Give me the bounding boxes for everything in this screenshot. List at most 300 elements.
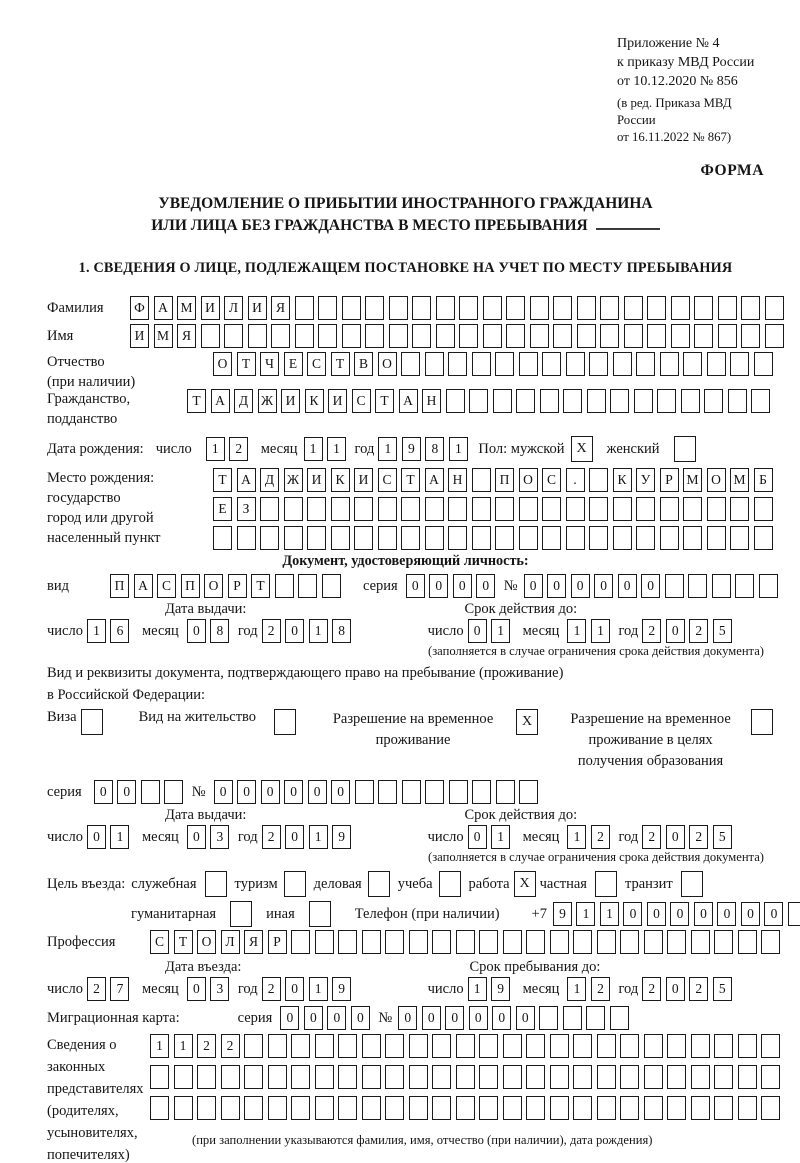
char-box[interactable] bbox=[728, 389, 747, 413]
char-box[interactable]: О bbox=[519, 468, 538, 492]
char-box[interactable] bbox=[354, 497, 373, 521]
char-box[interactable]: Д bbox=[234, 389, 253, 413]
char-box[interactable] bbox=[667, 1096, 686, 1120]
char-box[interactable]: К bbox=[305, 389, 324, 413]
char-box[interactable]: 2 bbox=[591, 825, 610, 849]
char-box[interactable] bbox=[318, 296, 337, 320]
char-box[interactable] bbox=[765, 324, 784, 348]
char-box[interactable] bbox=[573, 930, 592, 954]
char-box[interactable]: Л bbox=[221, 930, 240, 954]
char-box[interactable]: 0 bbox=[187, 825, 206, 849]
char-box[interactable] bbox=[472, 352, 491, 376]
char-box[interactable] bbox=[315, 1065, 334, 1089]
char-box[interactable]: С bbox=[352, 389, 371, 413]
char-box[interactable]: М bbox=[683, 468, 702, 492]
char-box[interactable] bbox=[365, 296, 384, 320]
char-box[interactable] bbox=[503, 1096, 522, 1120]
char-box[interactable] bbox=[563, 1006, 582, 1030]
char-box[interactable] bbox=[506, 324, 525, 348]
char-box[interactable] bbox=[707, 497, 726, 521]
char-box[interactable] bbox=[597, 1065, 616, 1089]
char-box[interactable]: 1 bbox=[491, 825, 510, 849]
char-box[interactable]: А bbox=[134, 574, 153, 598]
char-box[interactable] bbox=[566, 352, 585, 376]
char-box[interactable]: 9 bbox=[553, 902, 572, 926]
char-box[interactable] bbox=[315, 930, 334, 954]
char-box[interactable]: Р bbox=[228, 574, 247, 598]
char-box[interactable] bbox=[667, 1065, 686, 1089]
purpose-other-checkbox[interactable] bbox=[309, 901, 331, 927]
char-box[interactable] bbox=[389, 296, 408, 320]
char-box[interactable] bbox=[307, 497, 326, 521]
char-box[interactable] bbox=[479, 1096, 498, 1120]
char-box[interactable]: 0 bbox=[308, 780, 327, 804]
char-box[interactable] bbox=[694, 296, 713, 320]
char-box[interactable]: 0 bbox=[623, 902, 642, 926]
char-box[interactable]: 1 bbox=[600, 902, 619, 926]
char-box[interactable]: 0 bbox=[666, 977, 685, 1001]
char-box[interactable] bbox=[268, 1096, 287, 1120]
char-box[interactable] bbox=[244, 1034, 263, 1058]
char-box[interactable]: 1 bbox=[576, 902, 595, 926]
char-box[interactable] bbox=[526, 1096, 545, 1120]
purpose-transit-checkbox[interactable] bbox=[681, 871, 703, 897]
char-box[interactable] bbox=[714, 930, 733, 954]
char-box[interactable] bbox=[660, 497, 679, 521]
char-box[interactable] bbox=[613, 352, 632, 376]
char-box[interactable] bbox=[620, 1096, 639, 1120]
char-box[interactable] bbox=[432, 1096, 451, 1120]
char-box[interactable] bbox=[401, 352, 420, 376]
char-box[interactable] bbox=[754, 526, 773, 550]
char-box[interactable] bbox=[759, 574, 778, 598]
char-box[interactable] bbox=[385, 1034, 404, 1058]
char-box[interactable]: И bbox=[201, 296, 220, 320]
char-box[interactable] bbox=[174, 1096, 193, 1120]
char-box[interactable]: С bbox=[157, 574, 176, 598]
char-box[interactable]: О bbox=[707, 468, 726, 492]
char-box[interactable]: П bbox=[181, 574, 200, 598]
char-box[interactable]: З bbox=[237, 497, 256, 521]
char-box[interactable] bbox=[694, 324, 713, 348]
char-box[interactable] bbox=[338, 930, 357, 954]
char-box[interactable]: 0 bbox=[641, 574, 660, 598]
char-box[interactable] bbox=[741, 324, 760, 348]
char-box[interactable] bbox=[322, 574, 341, 598]
char-box[interactable]: 0 bbox=[453, 574, 472, 598]
char-box[interactable]: 2 bbox=[642, 977, 661, 1001]
char-box[interactable] bbox=[526, 1065, 545, 1089]
char-box[interactable]: 2 bbox=[221, 1034, 240, 1058]
char-box[interactable]: П bbox=[495, 468, 514, 492]
char-box[interactable] bbox=[671, 296, 690, 320]
char-box[interactable]: 0 bbox=[717, 902, 736, 926]
char-box[interactable]: Т bbox=[251, 574, 270, 598]
char-box[interactable] bbox=[730, 526, 749, 550]
char-box[interactable]: Ж bbox=[284, 468, 303, 492]
char-box[interactable] bbox=[338, 1034, 357, 1058]
char-box[interactable] bbox=[459, 324, 478, 348]
char-box[interactable] bbox=[315, 1034, 334, 1058]
char-box[interactable] bbox=[472, 497, 491, 521]
char-box[interactable] bbox=[362, 1096, 381, 1120]
char-box[interactable]: 0 bbox=[571, 574, 590, 598]
char-box[interactable] bbox=[412, 324, 431, 348]
char-box[interactable] bbox=[472, 780, 491, 804]
char-box[interactable] bbox=[197, 1096, 216, 1120]
char-box[interactable] bbox=[751, 389, 770, 413]
char-box[interactable] bbox=[295, 324, 314, 348]
char-box[interactable]: 1 bbox=[309, 825, 328, 849]
char-box[interactable]: 0 bbox=[468, 825, 487, 849]
char-box[interactable]: Р bbox=[268, 930, 287, 954]
char-box[interactable] bbox=[291, 1034, 310, 1058]
char-box[interactable]: М bbox=[177, 296, 196, 320]
char-box[interactable] bbox=[610, 1006, 629, 1030]
char-box[interactable] bbox=[472, 468, 491, 492]
char-box[interactable] bbox=[714, 1034, 733, 1058]
char-box[interactable]: 9 bbox=[402, 437, 421, 461]
char-box[interactable]: 0 bbox=[741, 902, 760, 926]
temp-residence-checkbox[interactable]: X bbox=[516, 709, 538, 735]
char-box[interactable] bbox=[496, 780, 515, 804]
char-box[interactable] bbox=[586, 1006, 605, 1030]
char-box[interactable]: 0 bbox=[492, 1006, 511, 1030]
char-box[interactable] bbox=[636, 497, 655, 521]
char-box[interactable] bbox=[362, 1065, 381, 1089]
char-box[interactable]: Д bbox=[260, 468, 279, 492]
sex-female-checkbox[interactable] bbox=[674, 436, 696, 462]
char-box[interactable]: 1 bbox=[567, 619, 586, 643]
purpose-tourism-checkbox[interactable] bbox=[284, 871, 306, 897]
sex-male-checkbox[interactable]: X bbox=[571, 436, 593, 462]
char-box[interactable] bbox=[448, 526, 467, 550]
char-box[interactable]: П bbox=[110, 574, 129, 598]
char-box[interactable] bbox=[307, 526, 326, 550]
char-box[interactable] bbox=[683, 526, 702, 550]
char-box[interactable]: 2 bbox=[689, 619, 708, 643]
char-box[interactable]: Я bbox=[244, 930, 263, 954]
char-box[interactable] bbox=[448, 352, 467, 376]
char-box[interactable] bbox=[298, 574, 317, 598]
char-box[interactable]: 0 bbox=[261, 780, 280, 804]
purpose-official-checkbox[interactable] bbox=[205, 871, 227, 897]
char-box[interactable]: 0 bbox=[547, 574, 566, 598]
char-box[interactable]: У bbox=[636, 468, 655, 492]
char-box[interactable] bbox=[597, 930, 616, 954]
char-box[interactable]: 0 bbox=[351, 1006, 370, 1030]
char-box[interactable] bbox=[644, 930, 663, 954]
char-box[interactable] bbox=[539, 1006, 558, 1030]
char-box[interactable] bbox=[432, 1034, 451, 1058]
char-box[interactable]: 1 bbox=[378, 437, 397, 461]
char-box[interactable]: 8 bbox=[332, 619, 351, 643]
char-box[interactable]: 1 bbox=[567, 977, 586, 1001]
char-box[interactable] bbox=[577, 324, 596, 348]
char-box[interactable]: 1 bbox=[468, 977, 487, 1001]
char-box[interactable] bbox=[761, 1096, 780, 1120]
char-box[interactable]: 2 bbox=[262, 825, 281, 849]
char-box[interactable]: К bbox=[331, 468, 350, 492]
char-box[interactable] bbox=[519, 780, 538, 804]
char-box[interactable]: 0 bbox=[429, 574, 448, 598]
char-box[interactable] bbox=[493, 389, 512, 413]
char-box[interactable] bbox=[754, 352, 773, 376]
char-box[interactable] bbox=[174, 1065, 193, 1089]
char-box[interactable] bbox=[425, 352, 444, 376]
char-box[interactable]: 5 bbox=[713, 825, 732, 849]
char-box[interactable] bbox=[738, 1096, 757, 1120]
char-box[interactable] bbox=[365, 324, 384, 348]
char-box[interactable] bbox=[644, 1096, 663, 1120]
char-box[interactable] bbox=[542, 497, 561, 521]
char-box[interactable] bbox=[730, 352, 749, 376]
char-box[interactable]: 1 bbox=[591, 619, 610, 643]
char-box[interactable] bbox=[754, 497, 773, 521]
char-box[interactable] bbox=[600, 324, 619, 348]
char-box[interactable] bbox=[260, 497, 279, 521]
char-box[interactable]: 2 bbox=[689, 825, 708, 849]
char-box[interactable] bbox=[613, 497, 632, 521]
char-box[interactable] bbox=[741, 296, 760, 320]
char-box[interactable] bbox=[412, 296, 431, 320]
char-box[interactable] bbox=[691, 1065, 710, 1089]
char-box[interactable] bbox=[331, 526, 350, 550]
char-box[interactable] bbox=[738, 930, 757, 954]
char-box[interactable] bbox=[432, 1065, 451, 1089]
char-box[interactable]: 0 bbox=[331, 780, 350, 804]
char-box[interactable] bbox=[201, 324, 220, 348]
char-box[interactable]: 2 bbox=[262, 619, 281, 643]
char-box[interactable]: А bbox=[237, 468, 256, 492]
char-box[interactable]: О bbox=[213, 352, 232, 376]
char-box[interactable]: 0 bbox=[618, 574, 637, 598]
char-box[interactable]: 2 bbox=[689, 977, 708, 1001]
char-box[interactable] bbox=[291, 1096, 310, 1120]
char-box[interactable]: 0 bbox=[284, 780, 303, 804]
char-box[interactable] bbox=[456, 1034, 475, 1058]
char-box[interactable] bbox=[456, 930, 475, 954]
char-box[interactable] bbox=[448, 497, 467, 521]
char-box[interactable]: 0 bbox=[237, 780, 256, 804]
char-box[interactable] bbox=[495, 497, 514, 521]
char-box[interactable] bbox=[761, 1034, 780, 1058]
char-box[interactable]: Т bbox=[375, 389, 394, 413]
char-box[interactable]: . bbox=[566, 468, 585, 492]
char-box[interactable]: 0 bbox=[469, 1006, 488, 1030]
char-box[interactable] bbox=[244, 1065, 263, 1089]
char-box[interactable]: О bbox=[378, 352, 397, 376]
char-box[interactable]: С bbox=[542, 468, 561, 492]
char-box[interactable]: 0 bbox=[694, 902, 713, 926]
char-box[interactable] bbox=[636, 352, 655, 376]
char-box[interactable] bbox=[660, 352, 679, 376]
char-box[interactable] bbox=[150, 1096, 169, 1120]
char-box[interactable] bbox=[338, 1065, 357, 1089]
char-box[interactable]: 1 bbox=[449, 437, 468, 461]
char-box[interactable]: 0 bbox=[187, 619, 206, 643]
char-box[interactable]: И bbox=[354, 468, 373, 492]
char-box[interactable] bbox=[530, 296, 549, 320]
char-box[interactable] bbox=[550, 1065, 569, 1089]
char-box[interactable]: 0 bbox=[187, 977, 206, 1001]
char-box[interactable] bbox=[707, 352, 726, 376]
char-box[interactable]: 1 bbox=[309, 977, 328, 1001]
char-box[interactable]: 0 bbox=[666, 825, 685, 849]
char-box[interactable] bbox=[342, 296, 361, 320]
char-box[interactable] bbox=[553, 324, 572, 348]
char-box[interactable]: 0 bbox=[422, 1006, 441, 1030]
char-box[interactable]: Е bbox=[284, 352, 303, 376]
char-box[interactable] bbox=[409, 1096, 428, 1120]
char-box[interactable]: Т bbox=[331, 352, 350, 376]
char-box[interactable]: 2 bbox=[262, 977, 281, 1001]
char-box[interactable]: 9 bbox=[491, 977, 510, 1001]
char-box[interactable] bbox=[519, 526, 538, 550]
char-box[interactable] bbox=[613, 526, 632, 550]
char-box[interactable] bbox=[401, 526, 420, 550]
char-box[interactable] bbox=[284, 497, 303, 521]
char-box[interactable] bbox=[213, 526, 232, 550]
char-box[interactable] bbox=[718, 324, 737, 348]
char-box[interactable]: С bbox=[307, 352, 326, 376]
char-box[interactable] bbox=[553, 296, 572, 320]
char-box[interactable]: И bbox=[281, 389, 300, 413]
char-box[interactable] bbox=[385, 1065, 404, 1089]
char-box[interactable] bbox=[707, 526, 726, 550]
char-box[interactable]: 8 bbox=[425, 437, 444, 461]
char-box[interactable] bbox=[436, 324, 455, 348]
char-box[interactable] bbox=[469, 389, 488, 413]
char-box[interactable]: 0 bbox=[445, 1006, 464, 1030]
purpose-study-checkbox[interactable] bbox=[439, 871, 461, 897]
char-box[interactable] bbox=[597, 1034, 616, 1058]
char-box[interactable]: А bbox=[154, 296, 173, 320]
char-box[interactable] bbox=[284, 526, 303, 550]
char-box[interactable] bbox=[331, 497, 350, 521]
char-box[interactable] bbox=[587, 389, 606, 413]
char-box[interactable]: 1 bbox=[174, 1034, 193, 1058]
char-box[interactable]: 1 bbox=[110, 825, 129, 849]
char-box[interactable]: Е bbox=[213, 497, 232, 521]
char-box[interactable] bbox=[141, 780, 160, 804]
char-box[interactable]: 0 bbox=[280, 1006, 299, 1030]
char-box[interactable]: Л bbox=[224, 296, 243, 320]
char-box[interactable]: М bbox=[730, 468, 749, 492]
char-box[interactable] bbox=[456, 1065, 475, 1089]
char-box[interactable] bbox=[566, 526, 585, 550]
char-box[interactable] bbox=[248, 324, 267, 348]
char-box[interactable] bbox=[291, 1065, 310, 1089]
char-box[interactable]: 0 bbox=[285, 825, 304, 849]
char-box[interactable]: И bbox=[328, 389, 347, 413]
char-box[interactable] bbox=[718, 296, 737, 320]
char-box[interactable] bbox=[730, 497, 749, 521]
char-box[interactable] bbox=[540, 389, 559, 413]
char-box[interactable]: Н bbox=[422, 389, 441, 413]
char-box[interactable] bbox=[636, 526, 655, 550]
char-box[interactable] bbox=[550, 930, 569, 954]
char-box[interactable] bbox=[765, 296, 784, 320]
char-box[interactable] bbox=[362, 930, 381, 954]
char-box[interactable] bbox=[378, 497, 397, 521]
char-box[interactable]: 8 bbox=[210, 619, 229, 643]
char-box[interactable] bbox=[667, 930, 686, 954]
char-box[interactable] bbox=[479, 1034, 498, 1058]
char-box[interactable] bbox=[425, 780, 444, 804]
char-box[interactable] bbox=[237, 526, 256, 550]
char-box[interactable]: 6 bbox=[110, 619, 129, 643]
char-box[interactable] bbox=[506, 296, 525, 320]
char-box[interactable]: А bbox=[399, 389, 418, 413]
char-box[interactable] bbox=[291, 930, 310, 954]
char-box[interactable]: 0 bbox=[214, 780, 233, 804]
char-box[interactable]: 2 bbox=[642, 825, 661, 849]
char-box[interactable]: О bbox=[204, 574, 223, 598]
char-box[interactable]: С bbox=[150, 930, 169, 954]
char-box[interactable]: И bbox=[248, 296, 267, 320]
char-box[interactable]: 0 bbox=[524, 574, 543, 598]
char-box[interactable] bbox=[495, 352, 514, 376]
temp-residence-edu-checkbox[interactable] bbox=[751, 709, 773, 735]
char-box[interactable] bbox=[495, 526, 514, 550]
char-box[interactable] bbox=[472, 526, 491, 550]
char-box[interactable] bbox=[688, 574, 707, 598]
char-box[interactable] bbox=[425, 526, 444, 550]
char-box[interactable]: 9 bbox=[332, 825, 351, 849]
char-box[interactable] bbox=[260, 526, 279, 550]
char-box[interactable]: С bbox=[378, 468, 397, 492]
char-box[interactable]: 2 bbox=[87, 977, 106, 1001]
char-box[interactable] bbox=[516, 389, 535, 413]
char-box[interactable]: Я bbox=[271, 296, 290, 320]
char-box[interactable] bbox=[704, 389, 723, 413]
char-box[interactable] bbox=[503, 1065, 522, 1089]
char-box[interactable] bbox=[738, 1034, 757, 1058]
char-box[interactable] bbox=[691, 1034, 710, 1058]
char-box[interactable] bbox=[542, 352, 561, 376]
char-box[interactable]: 0 bbox=[285, 977, 304, 1001]
char-box[interactable]: 1 bbox=[304, 437, 323, 461]
char-box[interactable]: И bbox=[307, 468, 326, 492]
char-box[interactable] bbox=[378, 526, 397, 550]
char-box[interactable] bbox=[197, 1065, 216, 1089]
char-box[interactable] bbox=[385, 1096, 404, 1120]
char-box[interactable] bbox=[409, 1034, 428, 1058]
char-box[interactable] bbox=[275, 574, 294, 598]
char-box[interactable] bbox=[665, 574, 684, 598]
char-box[interactable]: Ч bbox=[260, 352, 279, 376]
char-box[interactable] bbox=[624, 296, 643, 320]
char-box[interactable] bbox=[589, 497, 608, 521]
char-box[interactable]: 9 bbox=[332, 977, 351, 1001]
char-box[interactable] bbox=[526, 930, 545, 954]
char-box[interactable]: М bbox=[154, 324, 173, 348]
char-box[interactable] bbox=[449, 780, 468, 804]
char-box[interactable]: А bbox=[211, 389, 230, 413]
char-box[interactable]: 2 bbox=[197, 1034, 216, 1058]
char-box[interactable] bbox=[550, 1034, 569, 1058]
char-box[interactable] bbox=[436, 296, 455, 320]
char-box[interactable]: В bbox=[354, 352, 373, 376]
char-box[interactable] bbox=[788, 902, 800, 926]
char-box[interactable] bbox=[620, 1034, 639, 1058]
char-box[interactable] bbox=[530, 324, 549, 348]
char-box[interactable]: 0 bbox=[476, 574, 495, 598]
char-box[interactable] bbox=[647, 296, 666, 320]
char-box[interactable] bbox=[459, 296, 478, 320]
char-box[interactable] bbox=[735, 574, 754, 598]
